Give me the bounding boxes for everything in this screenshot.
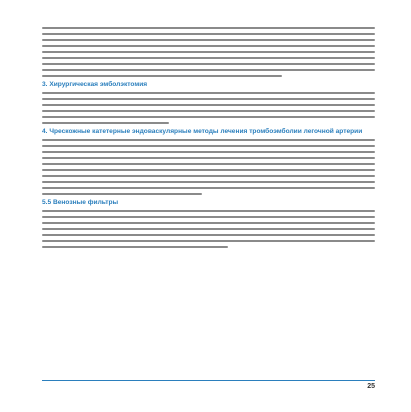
footer-rule (42, 380, 375, 381)
paragraph (42, 139, 375, 195)
section-heading: 5.5 Венозные фильтры (42, 198, 119, 206)
page-number: 25 (367, 383, 375, 390)
paragraph (42, 92, 375, 124)
page-footer (42, 380, 375, 392)
document-page (42, 27, 375, 252)
paragraph (42, 27, 375, 77)
section-heading: 3. Хирургическая эмболэктомия (42, 80, 148, 88)
section-heading: 4. Чрескожные катетерные эндоваскулярные методы лечения тромбоэмболии легочной артерии (42, 127, 363, 135)
paragraph (42, 210, 375, 248)
